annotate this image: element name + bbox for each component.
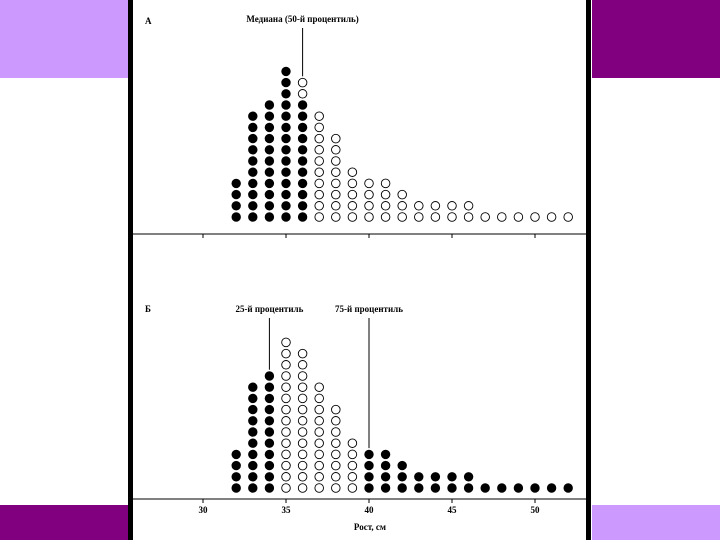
- dot-filled: [282, 67, 291, 76]
- dot-open: [315, 461, 324, 470]
- dot-open: [332, 202, 341, 211]
- dot-filled: [265, 112, 274, 121]
- x-tick-label: 35: [281, 505, 291, 515]
- dot-filled: [365, 450, 374, 459]
- dot-filled: [265, 168, 274, 177]
- dot-filled: [498, 484, 507, 493]
- dot-filled: [265, 202, 274, 211]
- dot-open: [282, 383, 291, 392]
- dot-open: [315, 417, 324, 426]
- dot-filled: [298, 213, 307, 222]
- dot-filled: [249, 417, 258, 426]
- dot-filled: [265, 461, 274, 470]
- dot-filled: [265, 405, 274, 414]
- dot-open: [282, 361, 291, 370]
- dot-filled: [298, 179, 307, 188]
- dot-filled: [265, 428, 274, 437]
- panel-b: [133, 304, 586, 532]
- dot-filled: [298, 123, 307, 132]
- dot-filled: [298, 146, 307, 155]
- dot-open: [348, 473, 357, 482]
- dot-filled: [249, 405, 258, 414]
- dot-open: [332, 190, 341, 199]
- dot-open: [282, 439, 291, 448]
- dot-open: [298, 349, 307, 358]
- dot-filled: [282, 168, 291, 177]
- dot-filled: [381, 473, 390, 482]
- dot-filled: [464, 484, 473, 493]
- dot-filled: [398, 461, 407, 470]
- x-tick-label: 45: [447, 505, 457, 515]
- dot-filled: [265, 213, 274, 222]
- dot-filled: [547, 484, 556, 493]
- dot-open: [531, 213, 540, 222]
- dot-open: [282, 349, 291, 358]
- dot-open: [332, 134, 341, 143]
- decor-block-top-left: [0, 0, 128, 78]
- dot-open: [498, 213, 507, 222]
- dot-filled: [298, 202, 307, 211]
- dot-filled: [298, 101, 307, 110]
- dot-filled: [282, 146, 291, 155]
- dot-open: [315, 168, 324, 177]
- dot-filled: [448, 473, 457, 482]
- annotation-label: 25-й процентиль: [235, 304, 304, 314]
- dot-filled: [365, 461, 374, 470]
- dot-open: [514, 213, 523, 222]
- dot-filled: [298, 157, 307, 166]
- dot-open: [332, 439, 341, 448]
- decor-block-top-right: [592, 0, 720, 78]
- dot-filled: [514, 484, 523, 493]
- dot-filled: [232, 450, 241, 459]
- dot-open: [332, 428, 341, 437]
- dot-open: [298, 90, 307, 99]
- dot-open: [365, 213, 374, 222]
- dot-open: [348, 484, 357, 493]
- dot-open: [365, 190, 374, 199]
- dot-open: [464, 202, 473, 211]
- dot-open: [332, 473, 341, 482]
- dot-filled: [464, 473, 473, 482]
- dot-open: [298, 461, 307, 470]
- dot-open: [298, 372, 307, 381]
- dot-open: [365, 202, 374, 211]
- dot-open: [448, 202, 457, 211]
- dot-open: [282, 484, 291, 493]
- dot-filled: [265, 394, 274, 403]
- dot-filled: [265, 439, 274, 448]
- dot-open: [315, 405, 324, 414]
- dot-open: [348, 168, 357, 177]
- dot-open: [315, 190, 324, 199]
- dot-filled: [365, 473, 374, 482]
- x-tick-label: 50: [530, 505, 540, 515]
- dot-filled: [265, 123, 274, 132]
- dot-open: [315, 112, 324, 121]
- dot-filled: [232, 473, 241, 482]
- dot-open: [398, 190, 407, 199]
- dot-filled: [232, 179, 241, 188]
- dot-filled: [415, 473, 424, 482]
- dot-filled: [249, 428, 258, 437]
- dot-open: [348, 450, 357, 459]
- dot-open: [348, 213, 357, 222]
- dot-open: [481, 213, 490, 222]
- dot-open: [547, 213, 556, 222]
- dot-open: [298, 473, 307, 482]
- dot-open: [298, 78, 307, 87]
- dot-filled: [282, 78, 291, 87]
- dot-filled: [265, 383, 274, 392]
- dot-filled: [282, 101, 291, 110]
- dot-open: [315, 484, 324, 493]
- x-tick-label: 40: [364, 505, 374, 515]
- dot-open: [332, 157, 341, 166]
- dot-open: [332, 179, 341, 188]
- dot-filled: [249, 461, 258, 470]
- dot-open: [298, 417, 307, 426]
- dot-filled: [381, 450, 390, 459]
- dot-filled: [282, 134, 291, 143]
- dot-open: [464, 213, 473, 222]
- dot-open: [415, 202, 424, 211]
- dot-filled: [282, 112, 291, 121]
- dot-filled: [249, 473, 258, 482]
- dot-open: [332, 417, 341, 426]
- dot-filled: [282, 157, 291, 166]
- dot-filled: [249, 112, 258, 121]
- dot-filled: [249, 146, 258, 155]
- panel-b-label: Б: [145, 304, 151, 314]
- dot-filled: [298, 168, 307, 177]
- dot-filled: [282, 179, 291, 188]
- dot-filled: [265, 146, 274, 155]
- dot-filled: [265, 450, 274, 459]
- annotation-label: Медиана (50-й процентиль): [246, 14, 359, 24]
- dot-open: [315, 450, 324, 459]
- dot-open: [315, 428, 324, 437]
- dot-open: [398, 213, 407, 222]
- dot-filled: [249, 213, 258, 222]
- dot-filled: [249, 168, 258, 177]
- dot-filled: [265, 484, 274, 493]
- dot-open: [448, 213, 457, 222]
- dot-open: [332, 168, 341, 177]
- dot-open: [564, 213, 573, 222]
- dot-open: [282, 394, 291, 403]
- dot-filled: [232, 213, 241, 222]
- dot-plot-figure: [133, 0, 586, 540]
- dot-open: [298, 450, 307, 459]
- dot-filled: [282, 123, 291, 132]
- dot-open: [348, 179, 357, 188]
- dot-filled: [398, 484, 407, 493]
- dot-filled: [481, 484, 490, 493]
- dot-open: [431, 202, 440, 211]
- dot-open: [315, 146, 324, 155]
- dot-filled: [249, 450, 258, 459]
- dot-open: [315, 383, 324, 392]
- dot-filled: [282, 190, 291, 199]
- dot-filled: [531, 484, 540, 493]
- dot-open: [348, 190, 357, 199]
- dot-filled: [265, 417, 274, 426]
- dot-filled: [265, 473, 274, 482]
- annotation-label: 75-й процентиль: [335, 304, 403, 314]
- dot-filled: [249, 439, 258, 448]
- dot-filled: [265, 101, 274, 110]
- dot-open: [282, 450, 291, 459]
- frame-bar-right: [586, 0, 591, 540]
- dot-filled: [431, 484, 440, 493]
- dot-open: [381, 179, 390, 188]
- dot-filled: [265, 157, 274, 166]
- dot-open: [298, 428, 307, 437]
- dot-filled: [249, 484, 258, 493]
- dot-filled: [249, 134, 258, 143]
- dot-filled: [282, 202, 291, 211]
- panel-b-x-axis-label: Рост, см: [353, 522, 387, 532]
- dot-open: [282, 461, 291, 470]
- dot-filled: [265, 190, 274, 199]
- dot-open: [282, 417, 291, 426]
- dot-open: [348, 461, 357, 470]
- dot-open: [415, 213, 424, 222]
- dot-open: [315, 202, 324, 211]
- dot-filled: [265, 134, 274, 143]
- figure-panel: [133, 0, 586, 540]
- dot-filled: [265, 372, 274, 381]
- dot-filled: [249, 394, 258, 403]
- dot-open: [298, 361, 307, 370]
- dot-filled: [431, 473, 440, 482]
- dot-open: [315, 473, 324, 482]
- dot-open: [315, 157, 324, 166]
- dot-open: [315, 439, 324, 448]
- panel-a: [133, 14, 586, 238]
- dot-open: [365, 179, 374, 188]
- dot-filled: [282, 90, 291, 99]
- dot-filled: [249, 123, 258, 132]
- dot-filled: [265, 179, 274, 188]
- dot-open: [381, 202, 390, 211]
- dot-open: [315, 394, 324, 403]
- dot-filled: [249, 190, 258, 199]
- dot-filled: [298, 190, 307, 199]
- dot-open: [381, 190, 390, 199]
- panel-a-label: А: [145, 16, 152, 26]
- dot-filled: [298, 112, 307, 121]
- dot-filled: [232, 190, 241, 199]
- dot-filled: [249, 383, 258, 392]
- dot-open: [298, 383, 307, 392]
- dot-filled: [398, 473, 407, 482]
- dot-open: [282, 473, 291, 482]
- dot-open: [332, 213, 341, 222]
- dot-open: [282, 372, 291, 381]
- dot-open: [381, 213, 390, 222]
- dot-open: [282, 338, 291, 347]
- decor-block-bottom-right: [592, 505, 720, 540]
- dot-open: [315, 213, 324, 222]
- dot-open: [298, 394, 307, 403]
- dot-filled: [232, 461, 241, 470]
- decor-block-bottom-left: [0, 505, 128, 540]
- dot-open: [348, 202, 357, 211]
- dot-filled: [282, 213, 291, 222]
- dot-filled: [381, 461, 390, 470]
- dot-open: [298, 439, 307, 448]
- dot-open: [332, 461, 341, 470]
- dot-filled: [232, 202, 241, 211]
- dot-open: [315, 123, 324, 132]
- dot-filled: [448, 484, 457, 493]
- dot-open: [332, 484, 341, 493]
- dot-filled: [249, 202, 258, 211]
- dot-filled: [232, 484, 241, 493]
- dot-open: [315, 134, 324, 143]
- dot-open: [348, 439, 357, 448]
- dot-filled: [249, 179, 258, 188]
- dot-open: [282, 428, 291, 437]
- dot-filled: [381, 484, 390, 493]
- dot-open: [315, 179, 324, 188]
- dot-filled: [415, 484, 424, 493]
- dot-open: [332, 405, 341, 414]
- dot-open: [398, 202, 407, 211]
- dot-filled: [298, 134, 307, 143]
- dot-filled: [564, 484, 573, 493]
- dot-open: [298, 405, 307, 414]
- dot-open: [332, 450, 341, 459]
- dot-open: [332, 146, 341, 155]
- dot-open: [431, 213, 440, 222]
- dot-filled: [249, 157, 258, 166]
- dot-filled: [365, 484, 374, 493]
- dot-open: [298, 484, 307, 493]
- dot-open: [282, 405, 291, 414]
- x-tick-label: 30: [198, 505, 208, 515]
